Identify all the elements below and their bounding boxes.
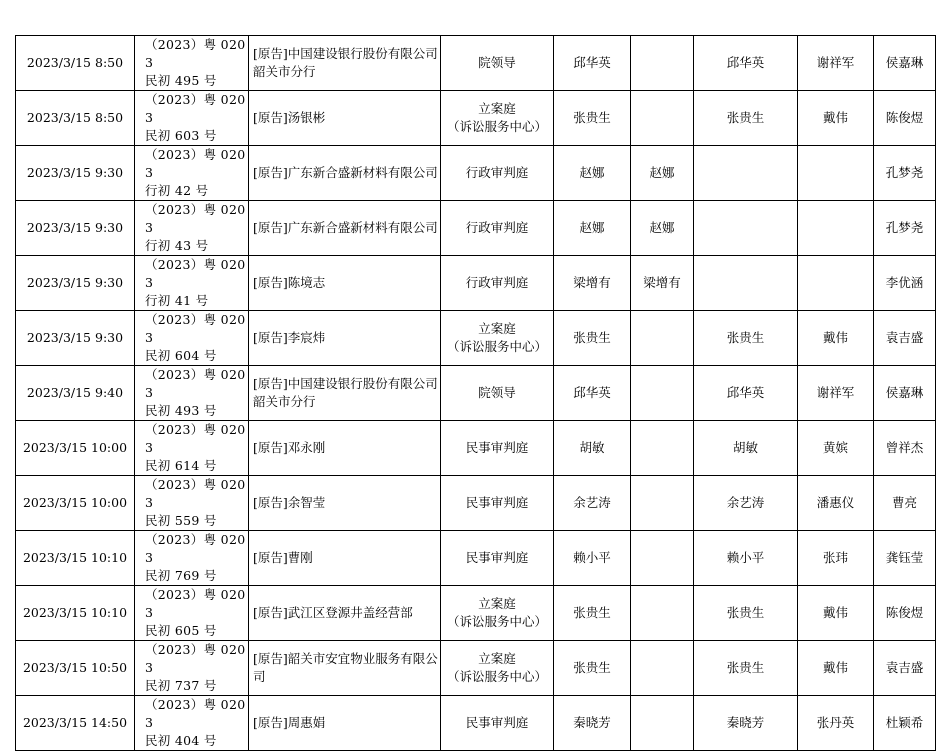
chief-judge-cell [694, 146, 798, 201]
table-row [16, 146, 936, 201]
court-division-name: 行政审判庭 [465, 220, 529, 235]
presiding-judge-cell: 赵娜 [631, 201, 694, 256]
court-division-name: 行政审判庭 [465, 165, 529, 180]
court-division-name: 立案庭 [478, 321, 516, 336]
case-number-prefix: （2023）粤 0203 [145, 147, 246, 180]
hearing-datetime-cell: 2023/3/15 14:50 [16, 696, 135, 751]
court-division-name: 民事审判庭 [465, 440, 529, 455]
case-number-cell [135, 256, 249, 311]
case-number-prefix: （2023）粤 0203 [145, 202, 246, 235]
chief-judge-cell: 张贵生 [694, 641, 798, 696]
court-division-name: 院领导 [478, 55, 516, 70]
case-number-cell [135, 146, 249, 201]
presiding-judge-cell [631, 421, 694, 476]
case-number-suffix: 民初 559 号 [145, 513, 217, 528]
panel-member-cell: 黄嫔 [798, 421, 874, 476]
presiding-judge-cell [631, 476, 694, 531]
chief-judge-cell: 胡敏 [694, 421, 798, 476]
presiding-judge-cell [631, 531, 694, 586]
court-division-cell [441, 531, 554, 586]
presiding-judge-cell: 赵娜 [631, 146, 694, 201]
table-row [16, 696, 936, 751]
table-row [16, 366, 936, 421]
court-division-cell [441, 366, 554, 421]
court-division-cell [441, 641, 554, 696]
hearing-datetime-cell: 2023/3/15 10:10 [16, 531, 135, 586]
hearing-schedule-table [15, 35, 936, 751]
case-number-prefix: （2023）粤 0203 [145, 312, 246, 345]
judge-cell: 秦晓芳 [554, 696, 631, 751]
party-cell: [原告]广东新合盛新材料有限公司 [249, 201, 441, 256]
court-division-cell [441, 36, 554, 91]
case-number-suffix: 民初 605 号 [145, 623, 217, 638]
case-number-prefix: （2023）粤 0203 [145, 477, 246, 510]
case-number-cell [135, 586, 249, 641]
court-division-cell [441, 311, 554, 366]
court-division-name: 院领导 [478, 385, 516, 400]
chief-judge-cell [694, 256, 798, 311]
case-number-prefix: （2023）粤 0203 [145, 257, 246, 290]
court-division-subname: （诉讼服务中心） [446, 339, 547, 354]
judge-cell: 梁增有 [554, 256, 631, 311]
judge-cell: 张贵生 [554, 91, 631, 146]
judge-cell: 张贵生 [554, 641, 631, 696]
case-number-prefix: （2023）粤 0203 [145, 367, 246, 400]
court-division-name: 行政审判庭 [465, 275, 529, 290]
clerk-cell: 曾祥杰 [874, 421, 936, 476]
panel-member-cell [798, 256, 874, 311]
table-row [16, 201, 936, 256]
case-number-cell [135, 311, 249, 366]
case-number-suffix: 行初 43 号 [145, 238, 209, 253]
case-number-prefix: （2023）粤 0203 [145, 587, 246, 620]
case-number-cell [135, 696, 249, 751]
court-division-cell [441, 256, 554, 311]
party-cell: [原告]韶关市安宜物业服务有限公司 [249, 641, 441, 696]
table-row [16, 421, 936, 476]
court-division-name: 立案庭 [478, 101, 516, 116]
case-number-prefix: （2023）粤 0203 [145, 642, 246, 675]
case-number-cell [135, 201, 249, 256]
hearing-datetime-cell: 2023/3/15 10:00 [16, 421, 135, 476]
party-cell: [原告]李宸炜 [249, 311, 441, 366]
party-cell: [原告]邓永刚 [249, 421, 441, 476]
chief-judge-cell: 张贵生 [694, 91, 798, 146]
presiding-judge-cell [631, 311, 694, 366]
table-row [16, 311, 936, 366]
table-row [16, 91, 936, 146]
court-division-name: 立案庭 [478, 651, 516, 666]
clerk-cell: 袁吉盛 [874, 311, 936, 366]
case-number-suffix: 行初 41 号 [145, 293, 209, 308]
panel-member-cell: 潘惠仪 [798, 476, 874, 531]
case-number-suffix: 行初 42 号 [145, 183, 209, 198]
judge-cell: 邱华英 [554, 36, 631, 91]
party-cell: [原告]汤银彬 [249, 91, 441, 146]
clerk-cell: 陈俊煜 [874, 586, 936, 641]
judge-cell: 赵娜 [554, 146, 631, 201]
clerk-cell: 孔梦尧 [874, 146, 936, 201]
court-division-cell [441, 586, 554, 641]
panel-member-cell: 张丹英 [798, 696, 874, 751]
case-number-cell [135, 476, 249, 531]
chief-judge-cell: 张贵生 [694, 311, 798, 366]
party-cell: [原告]周惠娟 [249, 696, 441, 751]
party-cell: [原告]中国建设银行股份有限公司韶关市分行 [249, 36, 441, 91]
chief-judge-cell: 余艺涛 [694, 476, 798, 531]
case-number-cell [135, 366, 249, 421]
judge-cell: 张贵生 [554, 586, 631, 641]
clerk-cell: 龚钰莹 [874, 531, 936, 586]
panel-member-cell: 戴伟 [798, 586, 874, 641]
court-division-name: 民事审判庭 [465, 715, 529, 730]
panel-member-cell: 谢祥军 [798, 36, 874, 91]
case-number-suffix: 民初 737 号 [145, 678, 217, 693]
case-number-suffix: 民初 603 号 [145, 128, 217, 143]
clerk-cell: 曹亮 [874, 476, 936, 531]
panel-member-cell: 戴伟 [798, 311, 874, 366]
hearing-datetime-cell: 2023/3/15 9:30 [16, 201, 135, 256]
party-cell: [原告]武江区登源井盖经营部 [249, 586, 441, 641]
party-cell: [原告]曹刚 [249, 531, 441, 586]
presiding-judge-cell [631, 91, 694, 146]
case-number-prefix: （2023）粤 0203 [145, 37, 246, 70]
hearing-datetime-cell: 2023/3/15 8:50 [16, 36, 135, 91]
clerk-cell: 陈俊煜 [874, 91, 936, 146]
hearing-datetime-cell: 2023/3/15 9:30 [16, 311, 135, 366]
judge-cell: 邱华英 [554, 366, 631, 421]
clerk-cell: 侯嘉琳 [874, 36, 936, 91]
court-division-name: 立案庭 [478, 596, 516, 611]
case-number-cell [135, 36, 249, 91]
chief-judge-cell: 张贵生 [694, 586, 798, 641]
hearing-datetime-cell: 2023/3/15 9:40 [16, 366, 135, 421]
case-number-cell [135, 91, 249, 146]
table-row [16, 641, 936, 696]
court-division-name: 民事审判庭 [465, 550, 529, 565]
case-number-suffix: 民初 614 号 [145, 458, 217, 473]
case-number-prefix: （2023）粤 0203 [145, 532, 246, 565]
clerk-cell: 袁吉盛 [874, 641, 936, 696]
clerk-cell: 杜颖希 [874, 696, 936, 751]
case-number-suffix: 民初 604 号 [145, 348, 217, 363]
presiding-judge-cell [631, 696, 694, 751]
panel-member-cell [798, 201, 874, 256]
court-division-subname: （诉讼服务中心） [446, 614, 547, 629]
table-row [16, 36, 936, 91]
case-number-cell [135, 641, 249, 696]
case-number-cell [135, 421, 249, 476]
hearing-datetime-cell: 2023/3/15 10:10 [16, 586, 135, 641]
panel-member-cell: 张玮 [798, 531, 874, 586]
case-number-prefix: （2023）粤 0203 [145, 422, 246, 455]
panel-member-cell [798, 146, 874, 201]
case-number-prefix: （2023）粤 0203 [145, 697, 246, 730]
court-division-cell [441, 201, 554, 256]
judge-cell: 胡敏 [554, 421, 631, 476]
table-row [16, 256, 936, 311]
chief-judge-cell [694, 201, 798, 256]
chief-judge-cell: 邱华英 [694, 36, 798, 91]
hearing-schedule-sheet [15, 35, 935, 751]
judge-cell: 余艺涛 [554, 476, 631, 531]
court-division-cell [441, 421, 554, 476]
clerk-cell: 李优涵 [874, 256, 936, 311]
court-division-cell [441, 696, 554, 751]
panel-member-cell: 戴伟 [798, 641, 874, 696]
chief-judge-cell: 赖小平 [694, 531, 798, 586]
party-cell: [原告]中国建设银行股份有限公司韶关市分行 [249, 366, 441, 421]
table-row [16, 531, 936, 586]
presiding-judge-cell [631, 586, 694, 641]
clerk-cell: 孔梦尧 [874, 201, 936, 256]
hearing-datetime-cell: 2023/3/15 9:30 [16, 146, 135, 201]
court-division-subname: （诉讼服务中心） [446, 669, 547, 684]
judge-cell: 赖小平 [554, 531, 631, 586]
case-number-cell [135, 531, 249, 586]
hearing-datetime-cell: 2023/3/15 10:50 [16, 641, 135, 696]
chief-judge-cell: 邱华英 [694, 366, 798, 421]
panel-member-cell: 戴伟 [798, 91, 874, 146]
presiding-judge-cell [631, 366, 694, 421]
hearing-datetime-cell: 2023/3/15 10:00 [16, 476, 135, 531]
judge-cell: 张贵生 [554, 311, 631, 366]
hearing-datetime-cell: 2023/3/15 8:50 [16, 91, 135, 146]
case-number-suffix: 民初 493 号 [145, 403, 217, 418]
presiding-judge-cell: 梁增有 [631, 256, 694, 311]
table-row [16, 476, 936, 531]
party-cell: [原告]广东新合盛新材料有限公司 [249, 146, 441, 201]
presiding-judge-cell [631, 36, 694, 91]
judge-cell: 赵娜 [554, 201, 631, 256]
panel-member-cell: 谢祥军 [798, 366, 874, 421]
party-cell: [原告]陈境志 [249, 256, 441, 311]
court-division-cell [441, 476, 554, 531]
clerk-cell: 侯嘉琳 [874, 366, 936, 421]
chief-judge-cell: 秦晓芳 [694, 696, 798, 751]
court-division-cell [441, 146, 554, 201]
party-cell: [原告]余智莹 [249, 476, 441, 531]
case-number-prefix: （2023）粤 0203 [145, 92, 246, 125]
hearing-datetime-cell: 2023/3/15 9:30 [16, 256, 135, 311]
case-number-suffix: 民初 404 号 [145, 733, 217, 748]
court-division-cell [441, 91, 554, 146]
case-number-suffix: 民初 769 号 [145, 568, 217, 583]
case-number-suffix: 民初 495 号 [145, 73, 217, 88]
court-division-name: 民事审判庭 [465, 495, 529, 510]
court-division-subname: （诉讼服务中心） [446, 119, 547, 134]
table-row [16, 586, 936, 641]
presiding-judge-cell [631, 641, 694, 696]
